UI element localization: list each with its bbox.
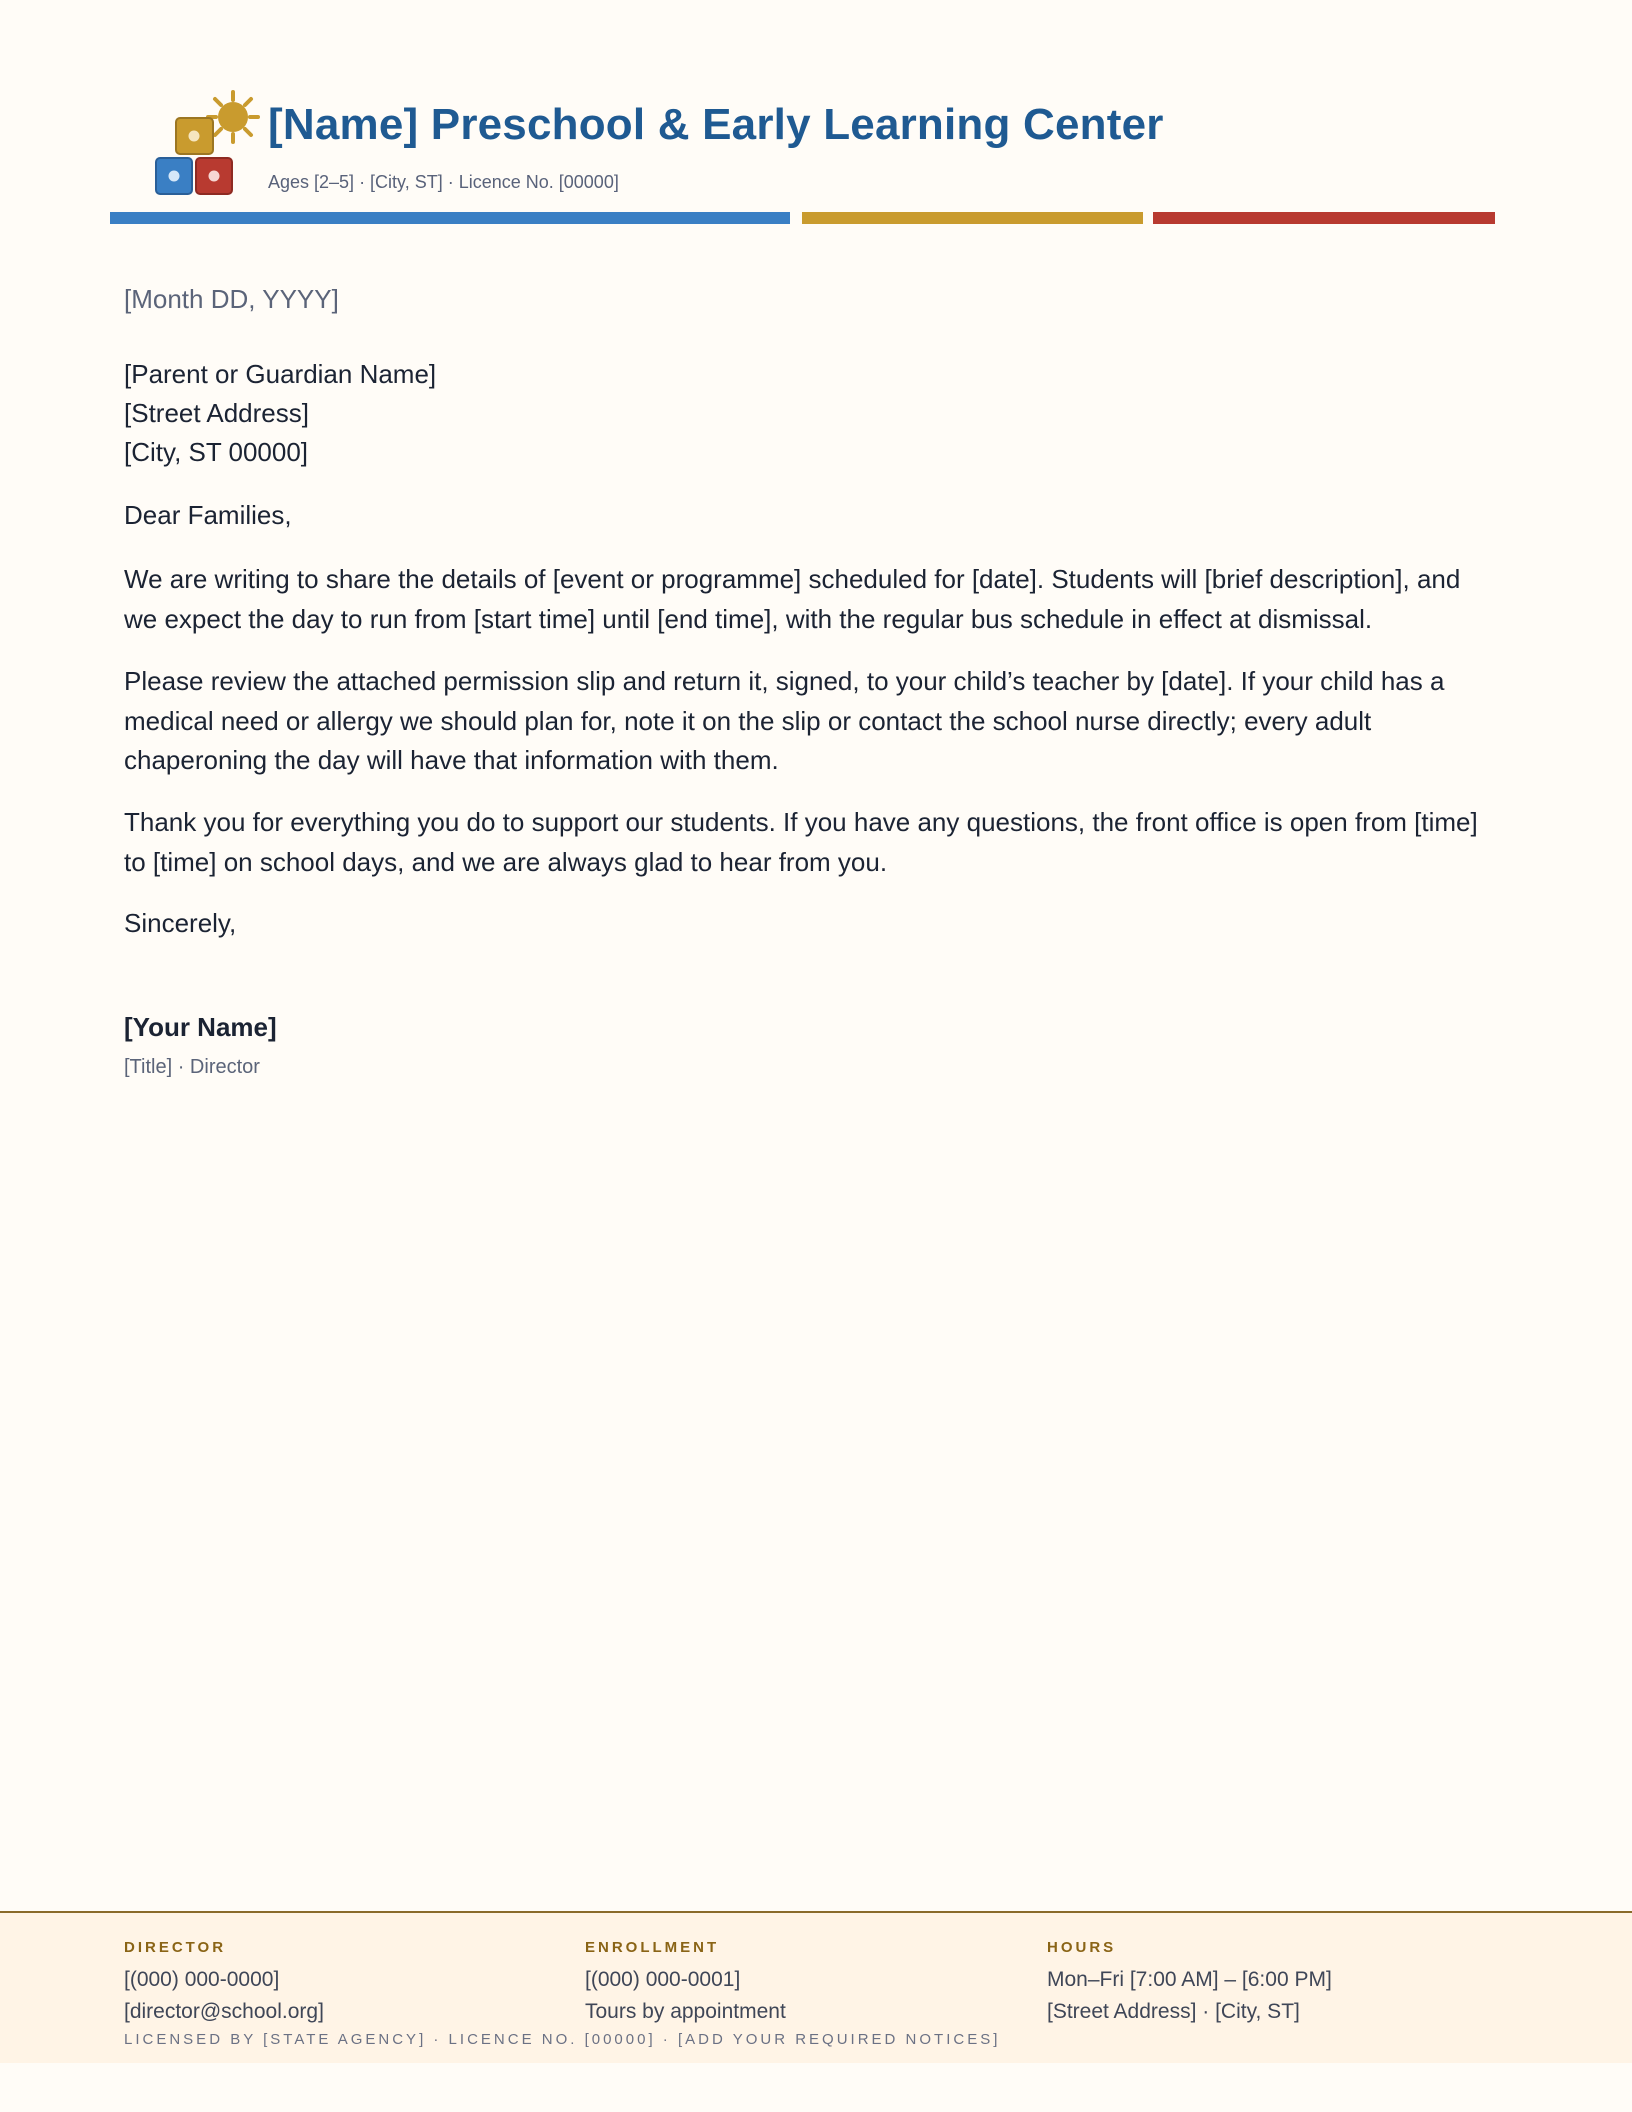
director-phone: [(000) 000-0000] [124,1968,280,1991]
letter-date: [Month DD, YYYY] [124,284,339,314]
org-name: [Name] Preschool & Early Learning Center [268,100,1164,149]
salutation: Dear Families, [124,500,292,530]
recipient-name: [Parent or Guardian Name] [124,359,437,389]
license-notice: LICENSED BY [STATE AGENCY] · LICENCE NO. [00000] · [ADD YOUR REQUIRED NOTICES] [124,2031,1001,2048]
accent-bar-blue [110,212,790,224]
letterhead [0,0,1632,230]
enrollment-phone: [(000) 000-0001] [585,1968,741,1991]
footer-heading: ENROLLMENT [585,1939,720,1956]
footer-hours [1047,1939,1467,2028]
org-subtitle: Ages [2–5] · [City, ST] · Licence No. [00000] [268,172,619,192]
footer-address: [Street Address] · [City, ST] [1047,2000,1300,2023]
director-email: [director@school.org] [124,2000,324,2023]
recipient-city: [City, ST 00000] [124,437,309,467]
footer-heading: DIRECTOR [124,1939,227,1956]
accent-bar-red [1153,212,1495,224]
enrollment-note: Tours by appointment [585,2000,786,2023]
footer-enrollment [585,1939,1005,2028]
recipient-street: [Street Address] [124,398,309,428]
closing: Sincerely, [124,908,237,938]
body-paragraph: Please review the attached permission slip and return it, signed, to your child’s teacher by [date]. If your child has a medical need or allergy we should plan for, note it on the slip or contact the school nurse directly; every adult chaperoning the day will have that information with them. [124,666,1445,775]
footer-director [124,1939,544,2028]
recipient-address [124,355,436,472]
accent-bar-gold [802,212,1143,224]
signer-title: [Title] · Director [124,1056,260,1078]
building-blocks-sun-icon [150,88,260,200]
hours-text: Mon–Fri [7:00 AM] – [6:00 PM] [1047,1968,1332,1991]
footer [0,1911,1632,2063]
body-paragraph: Thank you for everything you do to support our students. If you have any questions, the front office is open from [time] to [time] on school days, and we are always glad to hear from you. [124,807,1478,877]
body-paragraph: We are writing to share the details of [event or programme] scheduled for [date]. Students will [brief description], and we expect the day to run from [start time] until [end time], with the regular bus schedule in effect at dismissal. [124,564,1461,634]
footer-heading: HOURS [1047,1939,1117,1956]
signer-name: [Your Name] [124,1012,277,1042]
